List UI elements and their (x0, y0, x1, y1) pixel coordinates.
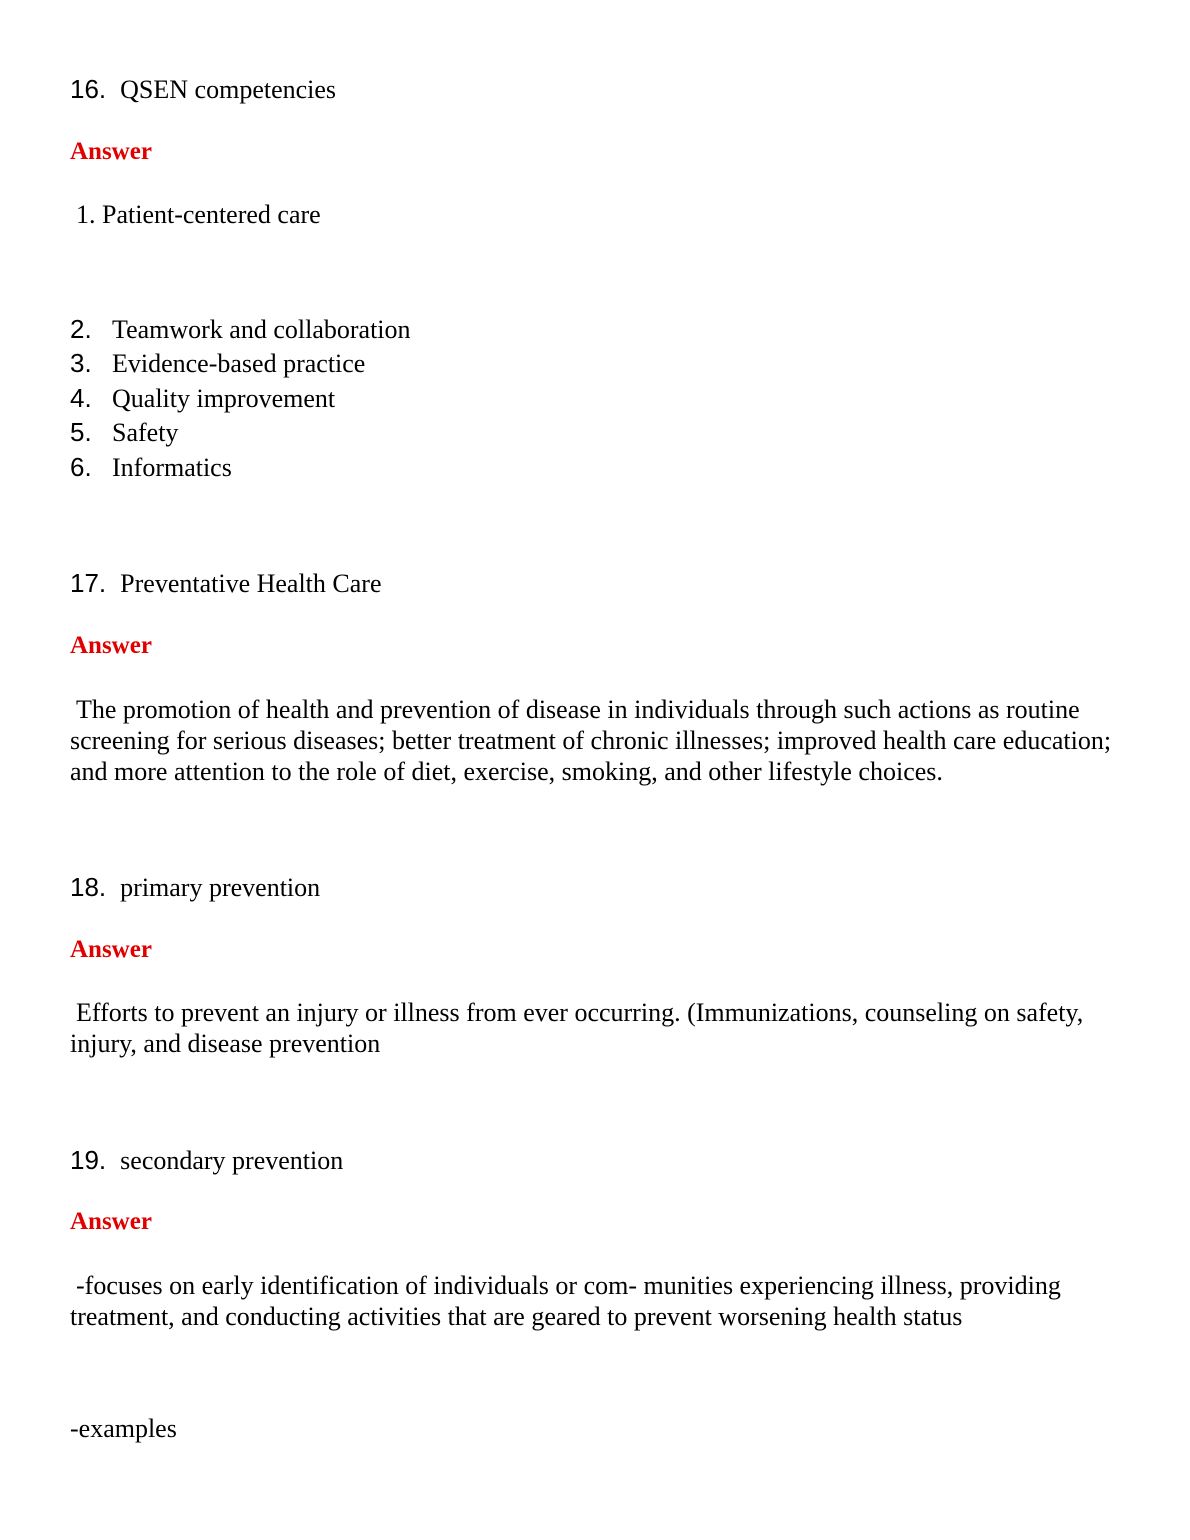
list-item: 3. Evidence-based practice (70, 348, 366, 378)
list-item: 4. Quality improvement (70, 383, 336, 413)
list-item: 1. Patient-centered care (76, 200, 321, 229)
list-item: 2. Teamwork and collaboration (70, 314, 411, 344)
answer-text: The promotion of health and prevention of disease in individuals through such actions as routine screening for serious diseases; better treatment of chronic illnesses; improved health care education; and more attention to the role of diet, exercise, smoking, and other lifestyle choices. (70, 695, 1112, 786)
answer-label: Answer (70, 632, 152, 659)
list-item: 5. Safety (70, 417, 179, 447)
answer-label: Answer (70, 936, 152, 963)
question-17: 17. Preventative Health Care (70, 568, 382, 598)
answer-text: Efforts to prevent an injury or illness from ever occurring. (Immunizations, counseling on safety, injury, and disease prevention (70, 998, 1084, 1058)
question-16: 16. QSEN competencies (70, 74, 337, 104)
answer-label: Answer (70, 138, 152, 165)
question-19: 19. secondary prevention (70, 1145, 344, 1175)
list-item: 6. Informatics (70, 452, 232, 482)
answer-text: -focuses on early identification of individuals or com- munities experiencing illness, providing treatment, and conducting activities that are geared to prevent worsening health status (70, 1271, 1061, 1331)
answer-text-extra: -examples (70, 1414, 177, 1443)
question-18: 18. primary prevention (70, 872, 321, 902)
answer-label: Answer (70, 1208, 152, 1235)
